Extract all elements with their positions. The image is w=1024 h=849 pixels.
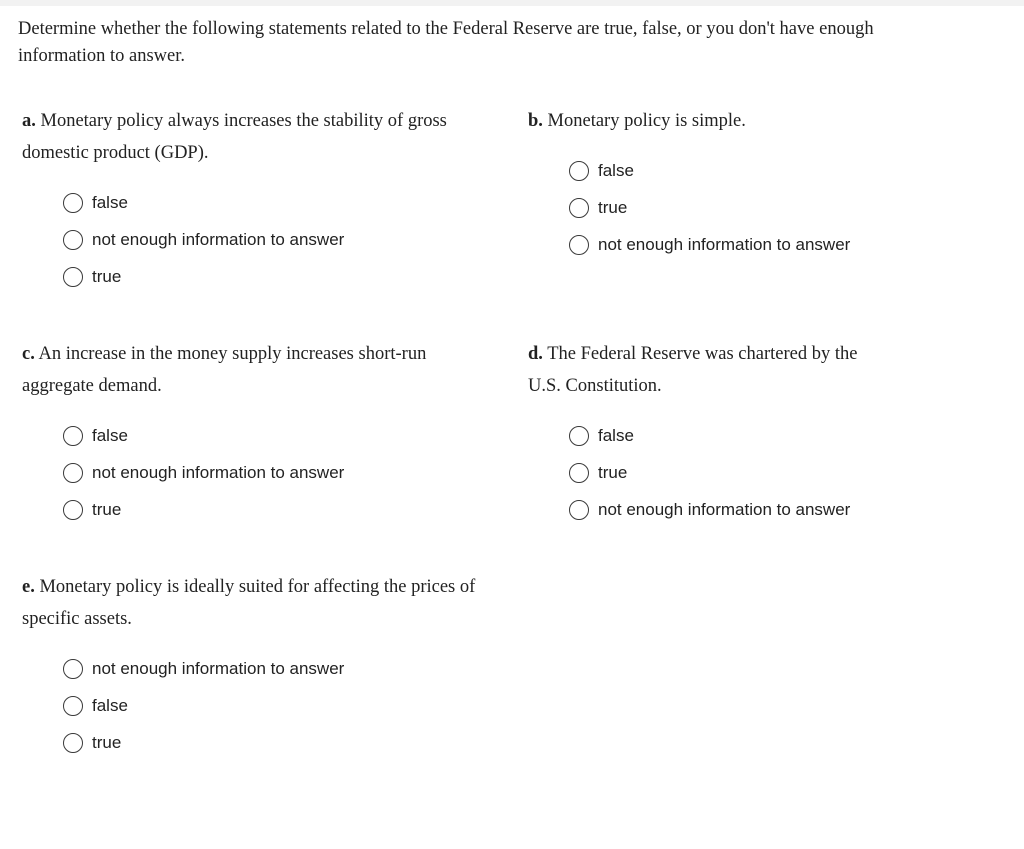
radio-button[interactable] <box>569 426 589 446</box>
question-c <box>22 338 462 402</box>
question-a-option-1[interactable] <box>63 193 128 213</box>
question-a-statement: Monetary policy always increases the stability of gross domestic product (GDP). <box>22 111 447 163</box>
radio-button[interactable] <box>63 659 83 679</box>
question-e-option-1[interactable] <box>63 659 344 679</box>
question-c-statement: An increase in the money supply increases short-run aggregate demand. <box>22 344 427 396</box>
question-a <box>22 105 482 169</box>
option-label: true <box>92 733 122 752</box>
radio-button[interactable] <box>63 733 83 753</box>
question-e-option-2[interactable] <box>63 696 128 716</box>
question-d-option-2[interactable] <box>569 463 627 483</box>
question-d-letter: d. <box>528 344 543 364</box>
radio-button[interactable] <box>63 500 83 520</box>
radio-button[interactable] <box>63 267 83 287</box>
radio-button[interactable] <box>569 235 589 255</box>
option-label: false <box>92 696 128 715</box>
option-label: not enough information to answer <box>598 500 851 519</box>
question-d-statement: The Federal Reserve was chartered by the U.S. Constitution. <box>528 344 858 396</box>
question-b-letter: b. <box>528 111 543 131</box>
question-d-text <box>528 338 888 402</box>
option-label: false <box>598 426 634 445</box>
option-label: true <box>92 267 122 286</box>
question-b-statement: Monetary policy is simple. <box>547 111 746 131</box>
option-label: not enough information to answer <box>92 463 345 482</box>
radio-button[interactable] <box>63 696 83 716</box>
question-b-option-3[interactable] <box>569 235 850 255</box>
question-b-text <box>528 105 988 137</box>
question-e-letter: e. <box>22 577 35 597</box>
question-d-option-1[interactable] <box>569 426 634 446</box>
question-a-letter: a. <box>22 111 36 131</box>
option-label: false <box>92 193 128 212</box>
question-c-letter: c. <box>22 344 35 364</box>
question-c-text <box>22 338 462 402</box>
question-e <box>22 571 492 635</box>
question-d-option-3[interactable] <box>569 500 850 520</box>
question-a-text <box>22 105 482 169</box>
radio-button[interactable] <box>63 463 83 483</box>
radio-button[interactable] <box>63 193 83 213</box>
question-b-option-1[interactable] <box>569 161 634 181</box>
top-bar <box>0 0 1024 6</box>
radio-button[interactable] <box>63 426 83 446</box>
question-e-option-3[interactable] <box>63 733 121 753</box>
option-label: true <box>92 500 122 519</box>
question-a-option-2[interactable] <box>63 230 344 250</box>
question-b <box>528 105 988 137</box>
radio-button[interactable] <box>569 500 589 520</box>
option-label: not enough information to answer <box>92 659 345 678</box>
option-label: false <box>598 161 634 180</box>
option-label: not enough information to answer <box>92 230 345 249</box>
instructions-text: Determine whether the following statements related to the Federal Reserve are true, false, or you don't have enough information to answer. <box>18 19 874 66</box>
option-label: false <box>92 426 128 445</box>
question-c-option-2[interactable] <box>63 463 344 483</box>
option-label: true <box>598 463 628 482</box>
radio-button[interactable] <box>569 198 589 218</box>
question-e-statement: Monetary policy is ideally suited for affecting the prices of specific assets. <box>22 577 476 629</box>
question-c-option-1[interactable] <box>63 426 128 446</box>
radio-button[interactable] <box>569 463 589 483</box>
option-label: not enough information to answer <box>598 235 851 254</box>
question-d <box>528 338 888 402</box>
question-a-option-3[interactable] <box>63 267 121 287</box>
question-c-option-3[interactable] <box>63 500 121 520</box>
option-label: true <box>598 198 628 217</box>
radio-button[interactable] <box>569 161 589 181</box>
question-b-option-2[interactable] <box>569 198 627 218</box>
radio-button[interactable] <box>63 230 83 250</box>
question-e-text <box>22 571 492 635</box>
